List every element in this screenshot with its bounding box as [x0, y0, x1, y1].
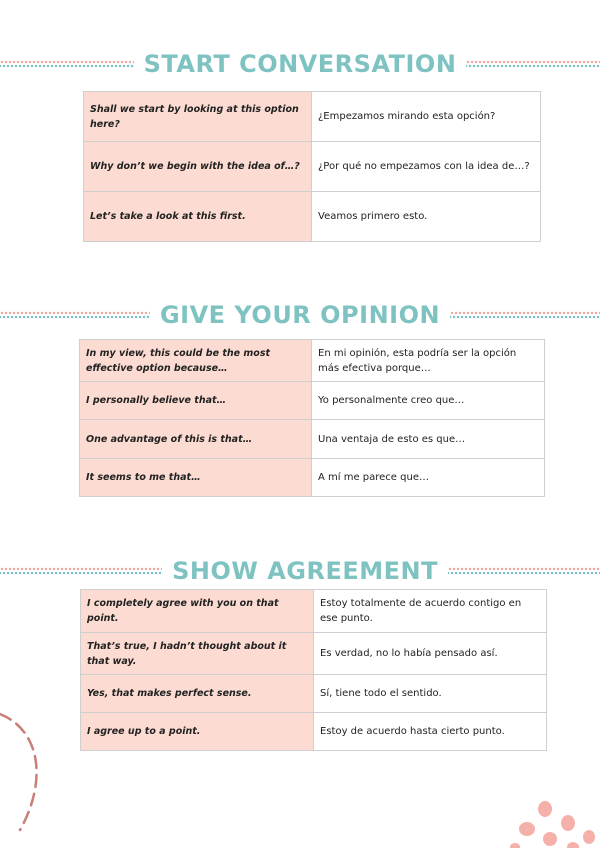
table-row [80, 420, 545, 459]
phrase-table-show-agreement [80, 589, 547, 751]
polka-dots-decoration [505, 795, 600, 848]
english-phrase: In my view, this could be the most effective option because… [80, 340, 312, 382]
spanish-phrase: Estoy totalmente de acuerdo contigo en ese punto. [314, 590, 547, 633]
table-row [81, 590, 547, 633]
table-row [84, 92, 541, 142]
english-phrase: It seems to me that… [80, 459, 312, 497]
table-row [81, 633, 547, 675]
spanish-phrase: ¿Empezamos mirando esta opción? [312, 92, 541, 142]
section-title: GIVE YOUR OPINION [159, 301, 441, 329]
english-phrase: Why don’t we begin with the idea of…? [84, 142, 312, 192]
spanish-phrase: ¿Por qué no empezamos con la idea de…? [312, 142, 541, 192]
section-title: SHOW AGREEMENT [172, 557, 438, 585]
dotted-divider-right [450, 311, 600, 319]
english-phrase: I completely agree with you on that point. [81, 590, 314, 633]
spanish-phrase: Veamos primero esto. [312, 192, 541, 242]
table-row [81, 675, 547, 713]
section-header-give-your-opinion [0, 301, 600, 329]
spanish-phrase: En mi opinión, esta podría ser la opción más efectiva porque… [312, 340, 545, 382]
section-header-show-agreement [0, 557, 600, 585]
table-row [84, 142, 541, 192]
dotted-divider-right [448, 567, 600, 575]
section-title: START CONVERSATION [143, 50, 457, 78]
table-row [84, 192, 541, 242]
table-row [80, 340, 545, 382]
dashed-arc-decoration [0, 700, 60, 848]
table-row [80, 382, 545, 420]
spanish-phrase: Es verdad, no lo había pensado así. [314, 633, 547, 675]
spanish-phrase: Estoy de acuerdo hasta cierto punto. [314, 713, 547, 751]
phrase-table-give-your-opinion [79, 339, 545, 497]
english-phrase: That’s true, I hadn’t thought about it that way. [81, 633, 314, 675]
english-phrase: I personally believe that… [80, 382, 312, 420]
english-phrase: Shall we start by looking at this option here? [84, 92, 312, 142]
table-row [80, 459, 545, 497]
dotted-divider-left [0, 567, 162, 575]
english-phrase: Yes, that makes perfect sense. [81, 675, 314, 713]
dotted-divider-left [0, 311, 150, 319]
english-phrase: Let’s take a look at this first. [84, 192, 312, 242]
spanish-phrase: Una ventaja de esto es que… [312, 420, 545, 459]
dotted-divider-right [466, 60, 600, 68]
section-header-start-conversation [0, 50, 600, 78]
spanish-phrase: Yo personalmente creo que… [312, 382, 545, 420]
english-phrase: One advantage of this is that… [80, 420, 312, 459]
spanish-phrase: A mí me parece que… [312, 459, 545, 497]
table-row [81, 713, 547, 751]
phrase-table-start-conversation [83, 91, 541, 242]
spanish-phrase: Sí, tiene todo el sentido. [314, 675, 547, 713]
english-phrase: I agree up to a point. [81, 713, 314, 751]
dotted-divider-left [0, 60, 134, 68]
